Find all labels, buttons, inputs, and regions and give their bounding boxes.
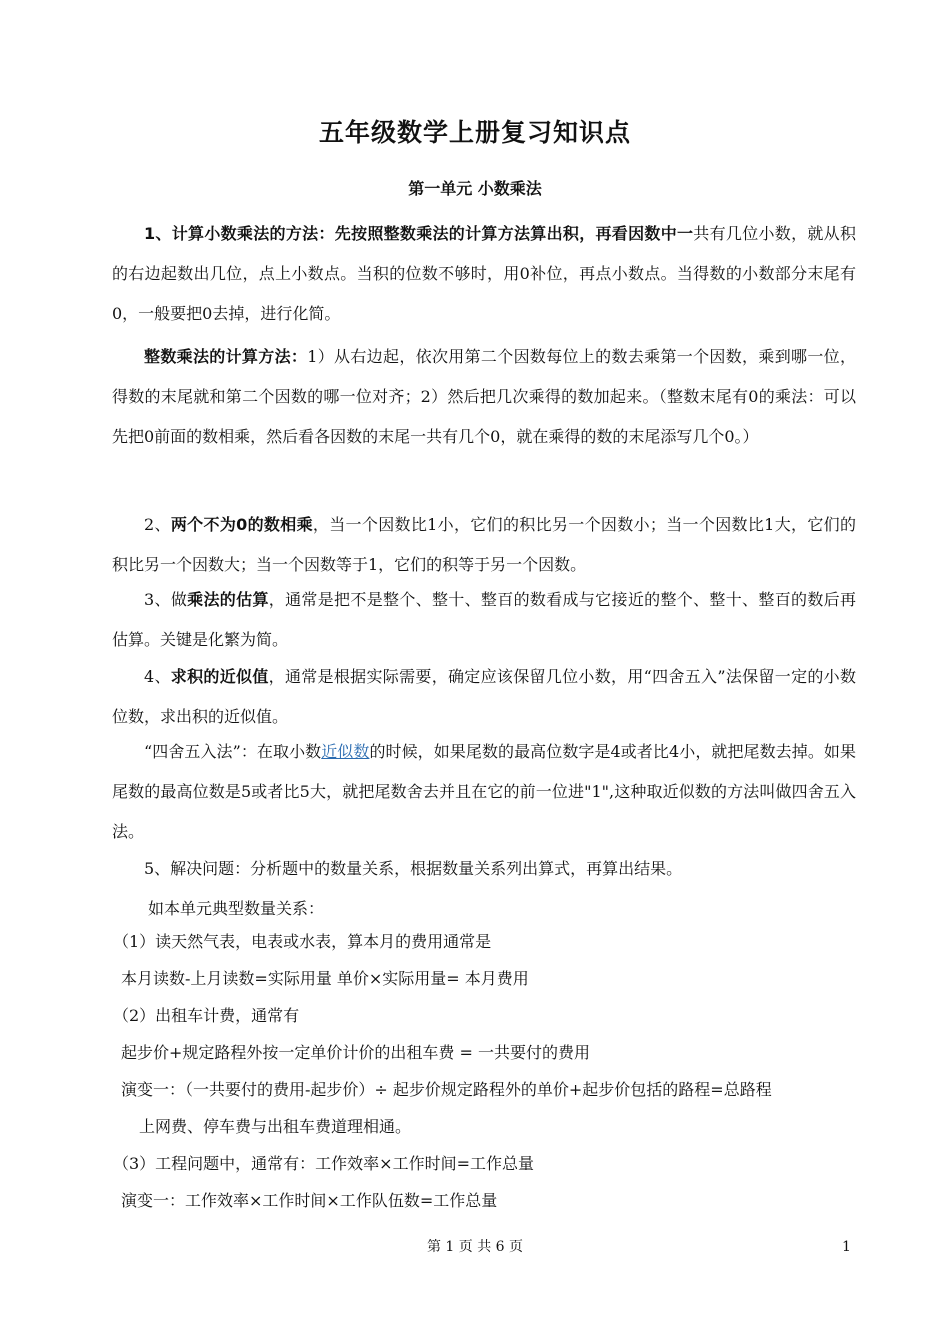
paragraph-5-prefix: 4、 [144, 667, 171, 686]
relation-1-formula: 本月读数-上月读数=实际用量 单价×实际用量= 本月费用 [121, 969, 529, 988]
paragraph-1-heading: 1、计算小数乘法的方法：先按照整数乘法的计算方法算出积，再看因数中一 [144, 224, 694, 243]
paragraph-3 [112, 505, 856, 585]
unit-title: 第一单元 小数乘法 [408, 179, 542, 198]
paragraph-6-prefix: “四舍五入法”：在取小数 [144, 742, 322, 761]
paragraph-3-text: ，当一个因数比1小，它们的积比另一个因数小；当一个因数比1大，它们的积比另一个因数大；当一个因数等于1，它们的积等于另一个因数。 [112, 515, 856, 574]
paragraph-7: 5、解决问题：分析题中的数量关系，根据数量关系列出算式，再算出结果。 [144, 859, 683, 878]
relation-1-heading: （1）读天然气表，电表或水表，算本月的费用通常是 [113, 932, 492, 951]
paragraph-2-text: 1）从右边起，依次用第二个因数每位上的数去乘第一个因数，乘到哪一位，得数的末尾就和第二个因数的哪一位对齐；2）然后把几次乘得的数加起来。（整数末尾有0的乘法：可以先把0前面的数相乘，然后看各因数的末尾一共有几个0，就在乘得的数的末尾添写几个0。） [112, 347, 856, 446]
paragraph-5 [112, 657, 856, 737]
paragraph-1-text: 共有几位小数，就从积的右边起数出几位，点上小数点。当积的位数不够时，用0补位，再点小数点。当得数的小数部分末尾有0，一般要把0去掉，进行化简。 [112, 224, 856, 323]
page-footer-info: 第 1 页 共 6 页 [426, 1239, 524, 1255]
relation-2-variant: 演变一：（一共要付的费用-起步价）÷ 起步价规定路程外的单价+起步价包括的路程=总路程 [121, 1080, 772, 1099]
paragraph-2 [112, 337, 856, 457]
paragraph-4 [112, 580, 856, 660]
paragraph-4-heading: 乘法的估算 [187, 590, 269, 609]
paragraph-4-prefix: 3、做 [144, 590, 188, 609]
paragraph-5-heading: 求积的近似值 [170, 667, 269, 686]
paragraph-6 [112, 732, 856, 852]
paragraph-3-prefix: 2、 [144, 515, 171, 534]
page-number: 1 [842, 1239, 851, 1255]
relation-2-heading: （2）出租车计费，通常有 [113, 1006, 300, 1025]
relation-3-heading: （3）工程问题中，通常有：工作效率×工作时间=工作总量 [113, 1154, 534, 1173]
approximate-number-link[interactable]: 近似数 [321, 742, 370, 761]
document-title: 五年级数学上册复习知识点 [318, 118, 631, 147]
paragraph-1 [112, 214, 856, 334]
paragraph-5-text: ，通常是根据实际需要，确定应该保留几位小数，用“四舍五入”法保留一定的小数位数，求出积的近似值。 [112, 667, 856, 726]
relation-2-formula: 起步价+规定路程外按一定单价计价的出租车费 = 一共要付的费用 [121, 1043, 590, 1062]
paragraph-2-heading: 整数乘法的计算方法： [144, 347, 308, 366]
paragraph-4-text: ，通常是把不是整个、整十、整百的数看成与它接近的整个、整十、整百的数后再估算。关键是化繁为简。 [112, 590, 856, 649]
paragraph-6-text: 的时候，如果尾数的最高位数字是4或者比4小，就把尾数去掉。如果尾数的最高位数是5或者比5大，就把尾数舍去并且在它的前一位进"1",这种取近似数的方法叫做四舍五入法。 [112, 742, 856, 841]
paragraph-3-heading: 两个不为0的数相乘 [170, 515, 313, 534]
relation-2-note: 上网费、停车费与出租车费道理相通。 [139, 1117, 412, 1136]
relation-3-variant: 演变一：工作效率×工作时间×工作队伍数=工作总量 [121, 1191, 498, 1210]
relation-intro: 如本单元典型数量关系： [148, 899, 325, 918]
